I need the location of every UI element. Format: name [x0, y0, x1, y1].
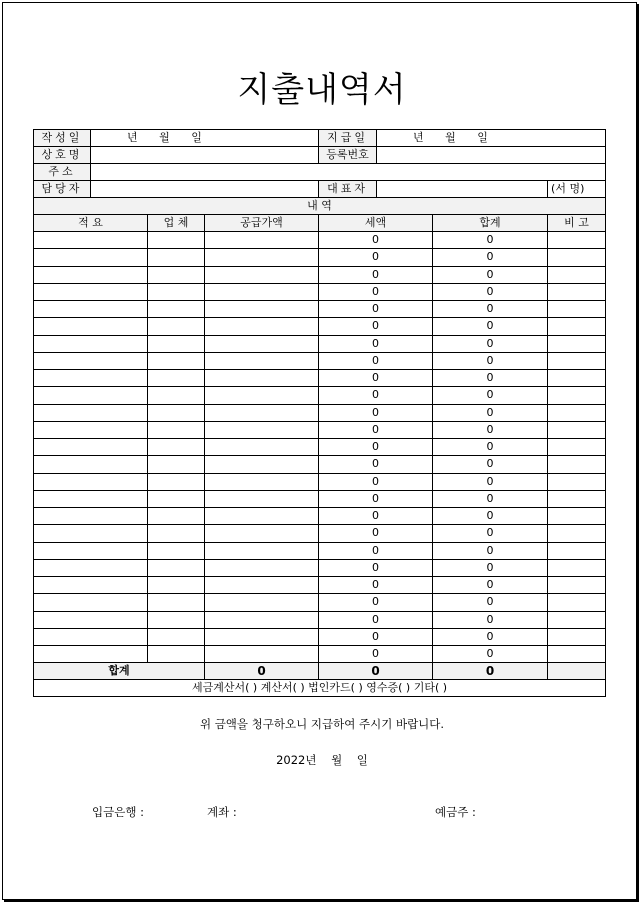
row-note-cell[interactable] — [548, 352, 606, 369]
row-desc-cell[interactable] — [34, 439, 148, 456]
row-note-cell[interactable] — [548, 628, 606, 645]
row-vendor-cell[interactable] — [148, 370, 205, 387]
row-desc-cell[interactable] — [34, 283, 148, 300]
row-tax-cell[interactable]: 0 — [319, 577, 433, 594]
row-sum-cell[interactable]: 0 — [433, 421, 548, 438]
col-header-vendor: 업 체 — [148, 215, 205, 232]
row-supply-cell[interactable] — [205, 456, 319, 473]
row-note-cell[interactable] — [548, 577, 606, 594]
row-sum-cell[interactable]: 0 — [433, 542, 548, 559]
row-supply-cell[interactable] — [205, 301, 319, 318]
row-desc-cell[interactable] — [34, 542, 148, 559]
row-supply-cell[interactable] — [205, 473, 319, 490]
table-row — [34, 542, 606, 559]
row-sum-cell[interactable]: 0 — [433, 370, 548, 387]
row-supply-cell[interactable] — [205, 266, 319, 283]
row-desc-cell[interactable] — [34, 490, 148, 507]
row-desc-cell[interactable] — [34, 577, 148, 594]
row-supply-cell[interactable] — [205, 577, 319, 594]
row-supply-cell[interactable] — [205, 335, 319, 352]
table-row — [34, 352, 606, 369]
company-label: 상호명 — [34, 147, 91, 164]
row-supply-cell[interactable] — [205, 508, 319, 525]
row-sum-cell[interactable]: 0 — [433, 594, 548, 611]
row-desc-cell[interactable] — [34, 594, 148, 611]
table-row — [34, 249, 606, 266]
row-desc-cell[interactable] — [34, 473, 148, 490]
row-supply-cell[interactable] — [205, 490, 319, 507]
row-vendor-cell[interactable] — [148, 525, 205, 542]
row-supply-cell[interactable] — [205, 421, 319, 438]
row-supply-cell[interactable] — [205, 542, 319, 559]
row-supply-cell[interactable] — [205, 611, 319, 628]
row-note-cell[interactable] — [548, 559, 606, 576]
row-tax-cell[interactable]: 0 — [319, 421, 433, 438]
row-note-cell[interactable] — [548, 249, 606, 266]
reg-no-field[interactable] — [377, 147, 606, 164]
row-vendor-cell[interactable] — [148, 456, 205, 473]
table-row — [34, 508, 606, 525]
row-tax-cell[interactable]: 0 — [319, 525, 433, 542]
row-vendor-cell[interactable] — [148, 318, 205, 335]
company-field[interactable] — [91, 147, 319, 164]
row-vendor-cell[interactable] — [148, 542, 205, 559]
row-desc-cell[interactable] — [34, 318, 148, 335]
total-note — [548, 663, 606, 680]
row-note-cell[interactable] — [548, 318, 606, 335]
row-tax-cell[interactable]: 0 — [319, 266, 433, 283]
row-supply-cell[interactable] — [205, 249, 319, 266]
table-row — [34, 473, 606, 490]
row-desc-cell[interactable] — [34, 352, 148, 369]
manager-field[interactable] — [91, 181, 319, 198]
manager-label: 담당자 — [34, 181, 91, 198]
row-tax-cell[interactable]: 0 — [319, 249, 433, 266]
table-row — [34, 646, 606, 663]
row-tax-cell[interactable]: 0 — [319, 473, 433, 490]
row-tax-cell[interactable]: 0 — [319, 628, 433, 645]
row-tax-cell[interactable]: 0 — [319, 542, 433, 559]
row-note-cell[interactable] — [548, 525, 606, 542]
row-sum-cell[interactable]: 0 — [433, 404, 548, 421]
row-note-cell[interactable] — [548, 473, 606, 490]
row-sum-cell[interactable]: 0 — [433, 266, 548, 283]
row-desc-cell[interactable] — [34, 628, 148, 645]
table-row — [34, 370, 606, 387]
row-supply-cell[interactable] — [205, 232, 319, 249]
row-tax-cell[interactable]: 0 — [319, 490, 433, 507]
table-row — [34, 335, 606, 352]
pay-date-label: 지급일 — [319, 130, 377, 147]
row-vendor-cell[interactable] — [148, 594, 205, 611]
row-sum-cell[interactable]: 0 — [433, 490, 548, 507]
row-sum-cell[interactable]: 0 — [433, 628, 548, 645]
row-supply-cell[interactable] — [205, 525, 319, 542]
row-vendor-cell[interactable] — [148, 387, 205, 404]
row-tax-cell[interactable]: 0 — [319, 335, 433, 352]
row-tax-cell[interactable]: 0 — [319, 646, 433, 663]
table-row — [34, 525, 606, 542]
row-vendor-cell[interactable] — [148, 559, 205, 576]
table-row — [34, 439, 606, 456]
row-desc-cell[interactable] — [34, 249, 148, 266]
ceo-label: 대표자 — [319, 181, 377, 198]
row-sum-cell[interactable]: 0 — [433, 646, 548, 663]
row-desc-cell[interactable] — [34, 266, 148, 283]
total-label: 합계 — [34, 663, 205, 680]
expense-form-table — [33, 129, 606, 697]
row-tax-cell[interactable]: 0 — [319, 559, 433, 576]
table-row — [34, 559, 606, 576]
row-note-cell[interactable] — [548, 421, 606, 438]
address-field[interactable] — [91, 164, 606, 181]
page-title: 지출내역서 — [237, 70, 407, 110]
row-note-cell[interactable] — [548, 542, 606, 559]
row-tax-cell[interactable]: 0 — [319, 370, 433, 387]
bank-label: 입금은행 : — [92, 805, 144, 819]
row-supply-cell[interactable] — [205, 628, 319, 645]
row-note-cell[interactable] — [548, 646, 606, 663]
written-date-field[interactable]: 년 월 일 — [91, 130, 319, 147]
ceo-field[interactable] — [377, 181, 548, 198]
table-row — [34, 456, 606, 473]
row-desc-cell[interactable] — [34, 421, 148, 438]
row-sum-cell[interactable]: 0 — [433, 387, 548, 404]
row-note-cell[interactable] — [548, 490, 606, 507]
row-tax-cell[interactable]: 0 — [319, 611, 433, 628]
receipt-type-row[interactable]: 세금계산서( ) 계산서( ) 법인카드( ) 영수증( ) 기타( ) — [34, 680, 606, 697]
row-note-cell[interactable] — [548, 335, 606, 352]
row-desc-cell[interactable] — [34, 335, 148, 352]
row-sum-cell[interactable]: 0 — [433, 559, 548, 576]
request-date[interactable]: 2022년 월 일 — [276, 753, 368, 767]
col-header-note: 비 고 — [548, 215, 606, 232]
row-sum-cell[interactable]: 0 — [433, 318, 548, 335]
row-vendor-cell[interactable] — [148, 335, 205, 352]
total-supply: 0 — [205, 663, 319, 680]
table-row — [34, 594, 606, 611]
row-supply-cell[interactable] — [205, 439, 319, 456]
row-sum-cell[interactable]: 0 — [433, 232, 548, 249]
col-header-sum: 합계 — [433, 215, 548, 232]
table-row — [34, 490, 606, 507]
col-header-supply: 공급가액 — [205, 215, 319, 232]
row-sum-cell[interactable]: 0 — [433, 352, 548, 369]
col-header-tax: 세액 — [319, 215, 433, 232]
row-desc-cell[interactable] — [34, 387, 148, 404]
row-note-cell[interactable] — [548, 611, 606, 628]
row-sum-cell[interactable]: 0 — [433, 283, 548, 300]
table-row — [34, 232, 606, 249]
row-vendor-cell[interactable] — [148, 232, 205, 249]
total-tax: 0 — [319, 663, 433, 680]
row-note-cell[interactable] — [548, 283, 606, 300]
row-supply-cell[interactable] — [205, 283, 319, 300]
reg-no-label: 등록번호 — [319, 147, 377, 164]
row-note-cell[interactable] — [548, 370, 606, 387]
row-note-cell[interactable] — [548, 456, 606, 473]
table-row — [34, 611, 606, 628]
row-note-cell[interactable] — [548, 387, 606, 404]
row-tax-cell[interactable]: 0 — [319, 456, 433, 473]
row-tax-cell[interactable]: 0 — [319, 232, 433, 249]
table-row — [34, 404, 606, 421]
row-note-cell[interactable] — [548, 594, 606, 611]
account-label: 계좌 : — [207, 805, 237, 819]
row-desc-cell[interactable] — [34, 404, 148, 421]
row-vendor-cell[interactable] — [148, 404, 205, 421]
row-desc-cell[interactable] — [34, 232, 148, 249]
row-vendor-cell[interactable] — [148, 249, 205, 266]
table-row — [34, 421, 606, 438]
row-supply-cell[interactable] — [205, 370, 319, 387]
written-date-label: 작성일 — [34, 130, 91, 147]
row-tax-cell[interactable]: 0 — [319, 352, 433, 369]
row-note-cell[interactable] — [548, 232, 606, 249]
row-desc-cell[interactable] — [34, 508, 148, 525]
table-row — [34, 266, 606, 283]
row-desc-cell[interactable] — [34, 370, 148, 387]
row-desc-cell[interactable] — [34, 525, 148, 542]
table-row — [34, 301, 606, 318]
row-sum-cell[interactable]: 0 — [433, 577, 548, 594]
table-row — [34, 387, 606, 404]
row-tax-cell[interactable]: 0 — [319, 439, 433, 456]
row-vendor-cell[interactable] — [148, 490, 205, 507]
details-section-label: 내 역 — [34, 198, 606, 215]
row-note-cell[interactable] — [548, 404, 606, 421]
row-vendor-cell[interactable] — [148, 352, 205, 369]
row-note-cell[interactable] — [548, 301, 606, 318]
row-vendor-cell[interactable] — [148, 508, 205, 525]
row-note-cell[interactable] — [548, 508, 606, 525]
request-text: 위 금액을 청구하오니 지급하여 주시기 바랍니다. — [199, 717, 445, 731]
row-sum-cell[interactable]: 0 — [433, 456, 548, 473]
row-desc-cell[interactable] — [34, 301, 148, 318]
row-tax-cell[interactable]: 0 — [319, 508, 433, 525]
row-supply-cell[interactable] — [205, 559, 319, 576]
row-supply-cell[interactable] — [205, 594, 319, 611]
row-supply-cell[interactable] — [205, 646, 319, 663]
row-note-cell[interactable] — [548, 439, 606, 456]
row-sum-cell[interactable]: 0 — [433, 508, 548, 525]
table-row — [34, 577, 606, 594]
row-vendor-cell[interactable] — [148, 628, 205, 645]
row-vendor-cell[interactable] — [148, 266, 205, 283]
col-header-desc: 적 요 — [34, 215, 148, 232]
table-row — [34, 318, 606, 335]
row-desc-cell[interactable] — [34, 559, 148, 576]
row-sum-cell[interactable]: 0 — [433, 249, 548, 266]
address-label: 주소 — [34, 164, 91, 181]
row-desc-cell[interactable] — [34, 456, 148, 473]
row-sum-cell[interactable]: 0 — [433, 473, 548, 490]
row-tax-cell[interactable]: 0 — [319, 594, 433, 611]
signature-label: (서 명) — [548, 181, 606, 198]
row-vendor-cell[interactable] — [148, 646, 205, 663]
row-tax-cell[interactable]: 0 — [319, 387, 433, 404]
row-tax-cell[interactable]: 0 — [319, 318, 433, 335]
row-vendor-cell[interactable] — [148, 577, 205, 594]
holder-label: 예금주 : — [435, 805, 476, 819]
row-sum-cell[interactable]: 0 — [433, 525, 548, 542]
row-supply-cell[interactable] — [205, 404, 319, 421]
row-tax-cell[interactable]: 0 — [319, 404, 433, 421]
row-tax-cell[interactable]: 0 — [319, 283, 433, 300]
pay-date-field[interactable]: 년 월 일 — [377, 130, 606, 147]
total-sum: 0 — [433, 663, 548, 680]
row-sum-cell[interactable]: 0 — [433, 439, 548, 456]
row-note-cell[interactable] — [548, 266, 606, 283]
row-vendor-cell[interactable] — [148, 611, 205, 628]
row-desc-cell[interactable] — [34, 646, 148, 663]
row-supply-cell[interactable] — [205, 387, 319, 404]
row-vendor-cell[interactable] — [148, 439, 205, 456]
row-vendor-cell[interactable] — [148, 301, 205, 318]
table-row — [34, 628, 606, 645]
row-vendor-cell[interactable] — [148, 473, 205, 490]
row-sum-cell[interactable]: 0 — [433, 335, 548, 352]
table-row — [34, 283, 606, 300]
row-tax-cell[interactable]: 0 — [319, 301, 433, 318]
row-sum-cell[interactable]: 0 — [433, 611, 548, 628]
row-desc-cell[interactable] — [34, 611, 148, 628]
row-vendor-cell[interactable] — [148, 421, 205, 438]
row-supply-cell[interactable] — [205, 352, 319, 369]
row-sum-cell[interactable]: 0 — [433, 301, 548, 318]
row-vendor-cell[interactable] — [148, 283, 205, 300]
row-supply-cell[interactable] — [205, 318, 319, 335]
